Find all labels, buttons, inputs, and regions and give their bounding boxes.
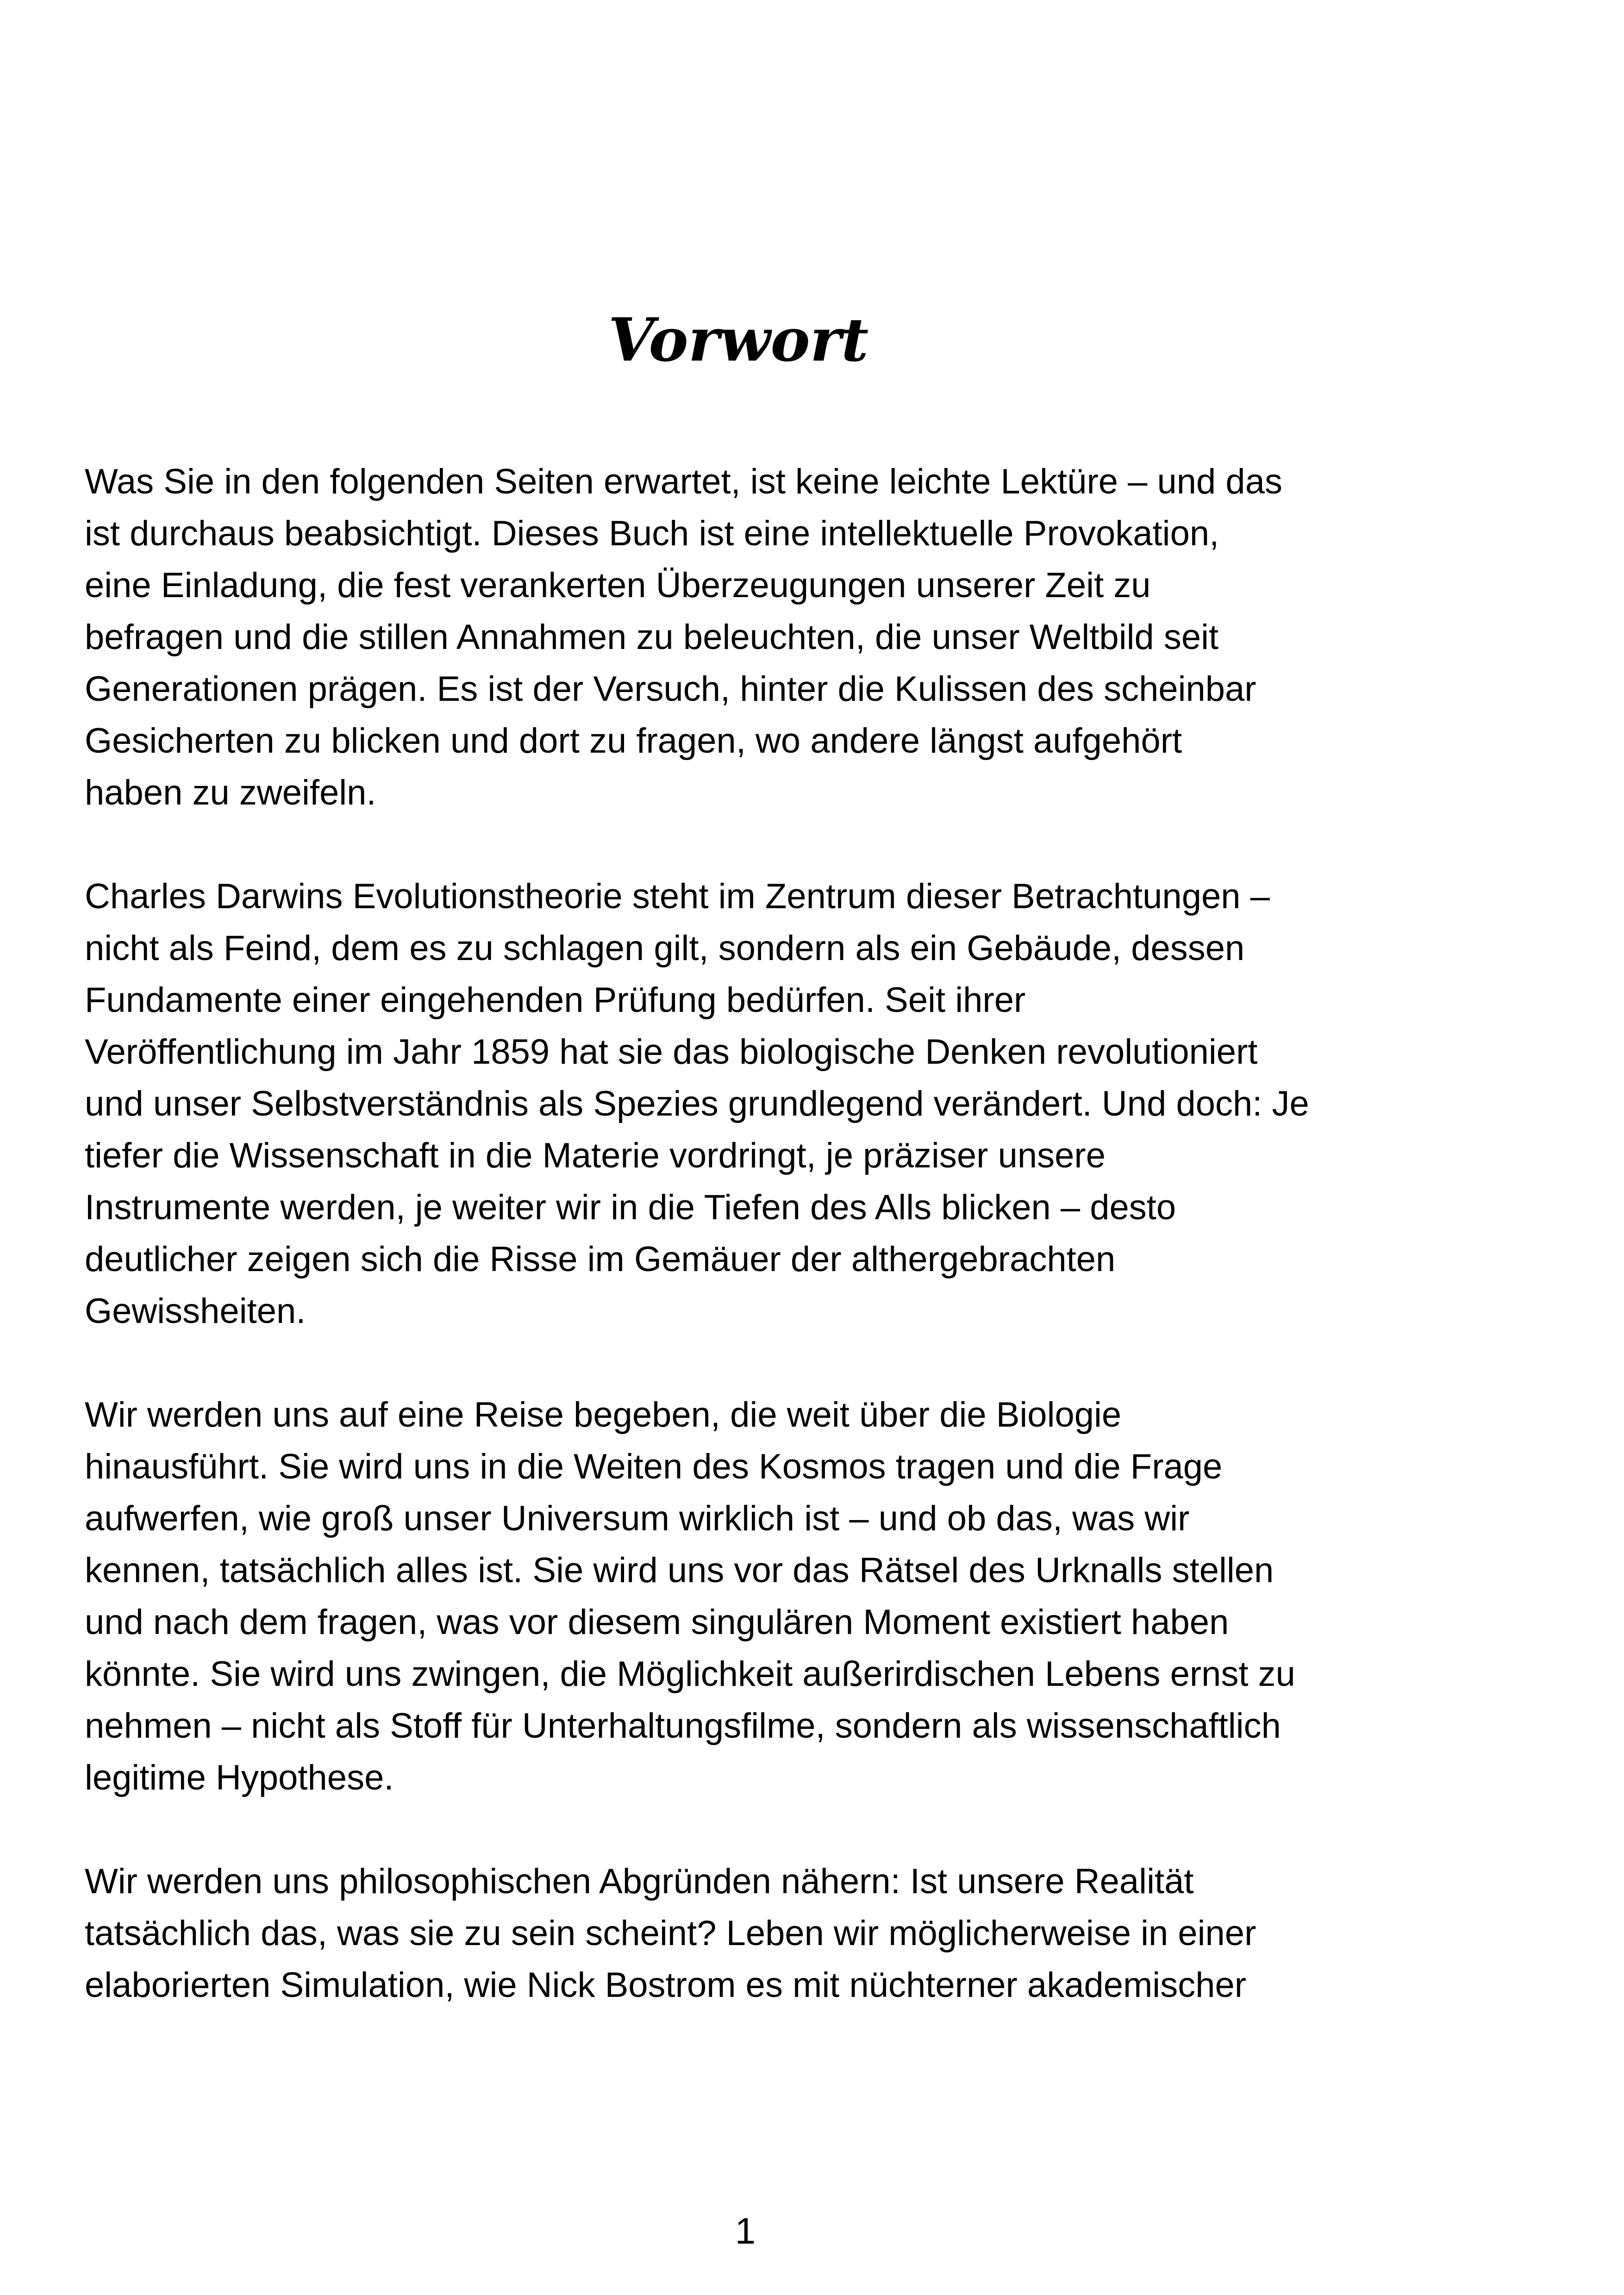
text-line: Veröffentlichung im Jahr 1859 hat sie das biologische Denken revolutioniert [85, 1032, 1258, 1072]
text-line: tiefer die Wissenschaft in die Materie vordringt, je präziser unsere [85, 1136, 1106, 1175]
text-line: Generationen prägen. Es ist der Versuch, hinter die Kulissen des scheinbar [85, 669, 1256, 709]
text-line: tatsächlich das, was sie zu sein scheint? Leben wir möglicherweise in einer [85, 1914, 1256, 1953]
text-line: eine Einladung, die fest verankerten Überzeugungen unserer Zeit zu [85, 566, 1151, 605]
text-line: elaborierten Simulation, wie Nick Bostrom es mit nüchterner akademischer [85, 1965, 1247, 2005]
text-line: nehmen – nicht als Stoff für Unterhaltungsfilme, sondern als wissenschaftlich [85, 1706, 1281, 1746]
text-line: und nach dem fragen, was vor diesem singulären Moment existiert haben [85, 1603, 1229, 1642]
paragraph [85, 1389, 1455, 1804]
text-line: Instrumente werden, je weiter wir in die Tiefen des Alls blicken – desto [85, 1188, 1176, 1227]
paragraph [85, 456, 1455, 819]
text-line: Gewissheiten. [85, 1291, 306, 1331]
paragraph [85, 1856, 1455, 2011]
text-line: Charles Darwins Evolutionstheorie steht im Zentrum dieser Betrachtungen – [85, 877, 1270, 916]
body-text [85, 456, 1455, 2063]
text-line: Wir werden uns auf eine Reise begeben, die weit über die Biologie [85, 1395, 1122, 1434]
text-line: nicht als Feind, dem es zu schlagen gilt, sondern als ein Gebäude, dessen [85, 929, 1245, 968]
text-line: aufwerfen, wie groß unser Universum wirklich ist – und ob das, was wir [85, 1499, 1190, 1538]
text-line: haben zu zweifeln. [85, 773, 376, 812]
text-line: Wir werden uns philosophischen Abgründen nähern: Ist unsere Realität [85, 1862, 1194, 1901]
page-number: 1 [735, 2210, 756, 2251]
paragraph [85, 871, 1455, 1337]
page-title: Vorwort [608, 306, 869, 375]
text-line: befragen und die stillen Annahmen zu beleuchten, die unser Weltbild seit [85, 617, 1219, 657]
text-line: deutlicher zeigen sich die Risse im Gemäuer der althergebrachten [85, 1240, 1116, 1279]
text-line: und unser Selbstverständnis als Spezies grundlegend verändert. Und doch: Je [85, 1084, 1309, 1123]
text-line: hinausführt. Sie wird uns in die Weiten des Kosmos tragen und die Frage [85, 1447, 1223, 1486]
text-line: ist durchaus beabsichtigt. Dieses Buch ist eine intellektuelle Provokation, [85, 514, 1219, 553]
text-line: legitime Hypothese. [85, 1758, 394, 1797]
text-line: Fundamente einer eingehenden Prüfung bedürfen. Seit ihrer [85, 980, 1026, 1020]
text-line: Gesicherten zu blicken und dort zu fragen, wo andere längst aufgehört [85, 721, 1182, 761]
text-line: könnte. Sie wird uns zwingen, die Möglichkeit außerirdischen Lebens ernst zu [85, 1654, 1295, 1694]
text-line: kennen, tatsächlich alles ist. Sie wird uns vor das Rätsel des Urknalls stellen [85, 1551, 1274, 1590]
text-line: Was Sie in den folgenden Seiten erwartet, ist keine leichte Lektüre – und das [85, 462, 1282, 501]
